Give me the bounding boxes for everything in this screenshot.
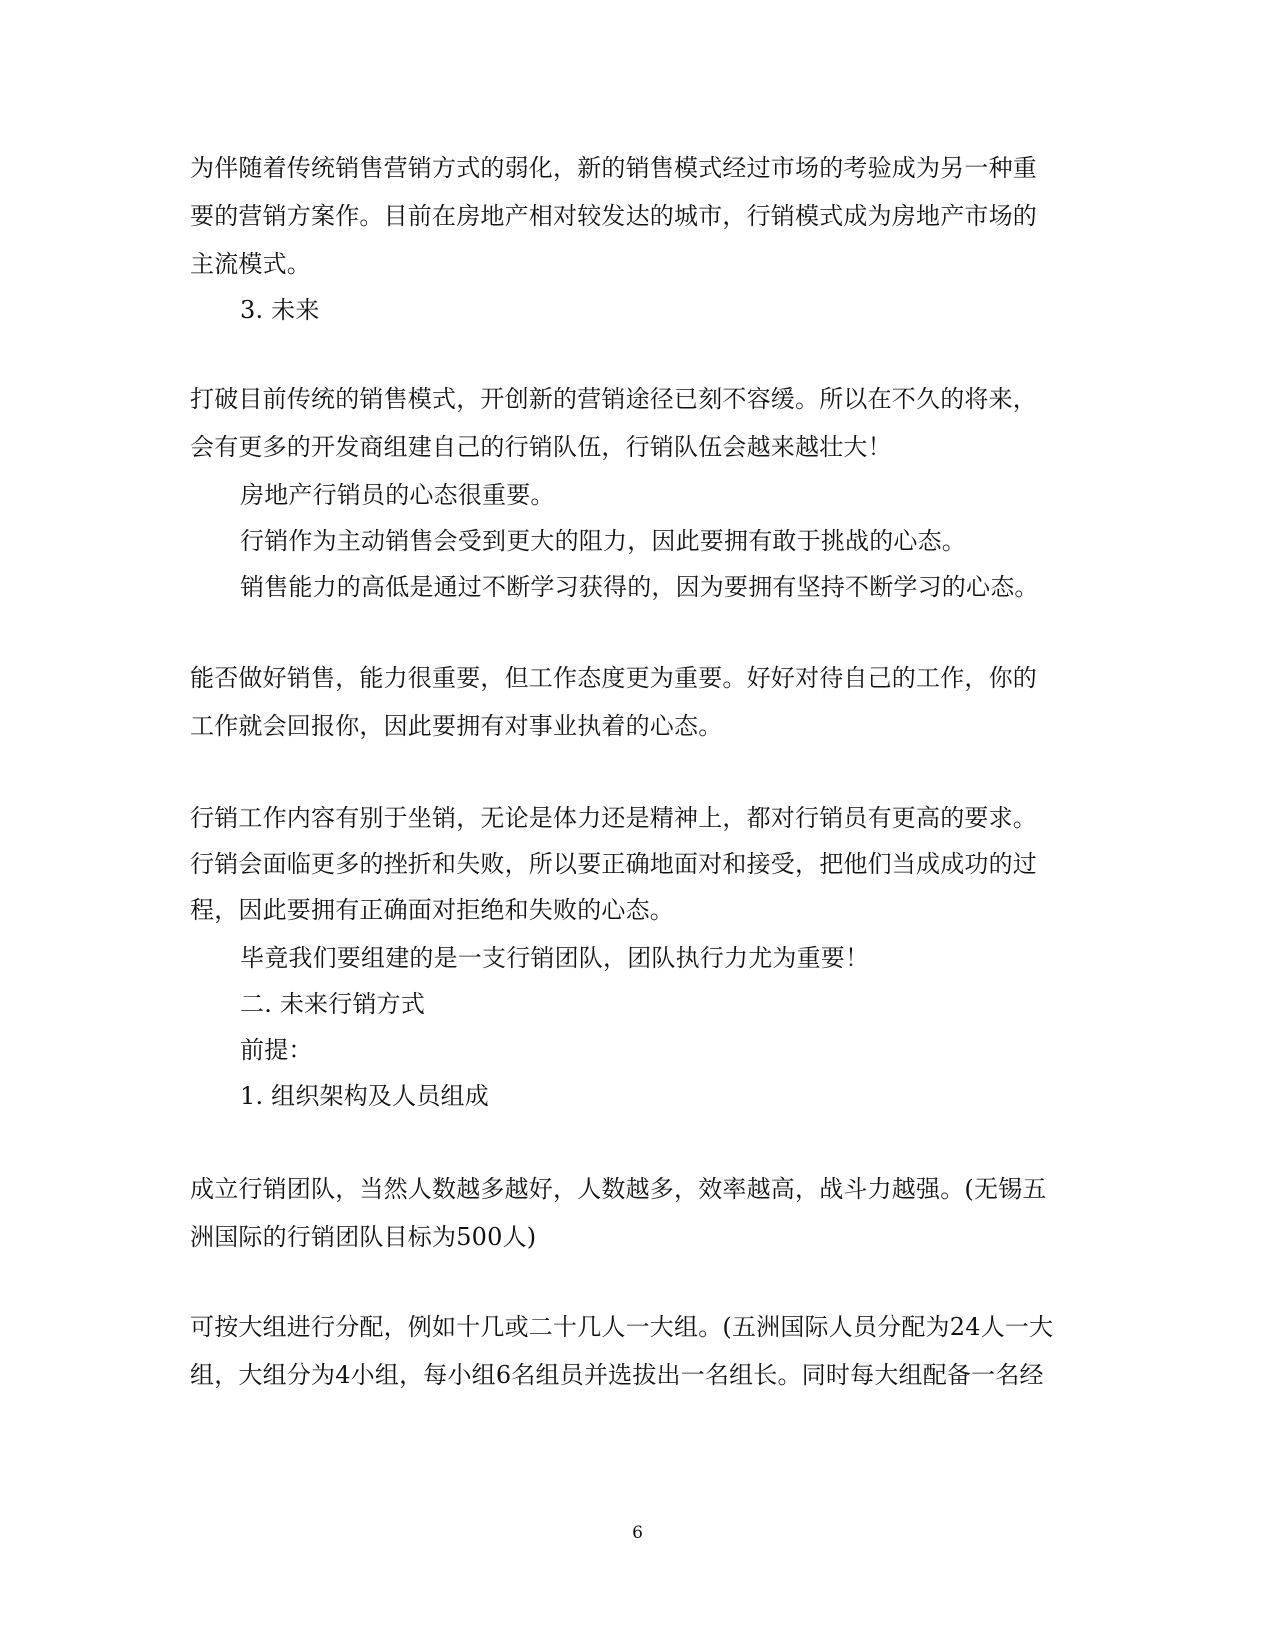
text-line: 组，大组分为4小组，每小组6名组员并选拔出一名组长。同时每大组配备一名经 [190,1361,1044,1389]
text-line: 销售能力的高低是通过不断学习获得的，因为要拥有坚持不断学习的心态。 [240,573,1039,601]
text-line: 工作就会回报你，因此要拥有对事业执着的心态。 [190,712,723,740]
text-line: 为伴随着传统销售营销方式的弱化，新的销售模式经过市场的考验成为另一种重 [190,154,1037,182]
text-line: 要的营销方案作。目前在房地产相对较发达的城市，行销模式成为房地产市场的 [190,202,1037,230]
text-line: 可按大组进行分配，例如十几或二十几人一大组。(五洲国际人员分配为24人一大 [190,1313,1054,1341]
section-heading: 1. 组织架构及人员组成 [240,1082,489,1110]
text-line: 行销作为主动销售会受到更大的阻力，因此要拥有敢于挑战的心态。 [240,527,966,555]
text-line: 行销会面临更多的挫折和失败，所以要正确地面对和接受，把他们当成成功的过 [190,850,1037,878]
text-line: 主流模式。 [190,250,311,278]
text-line: 打破目前传统的销售模式，开创新的营销途径已刻不容缓。所以在不久的将来， [190,385,1037,413]
text-line: 前提： [240,1036,313,1064]
text-line: 行销工作内容有别于坐销，无论是体力还是精神上，都对行销员有更高的要求。 [190,804,1037,832]
text-line: 洲国际的行销团队目标为500人) [190,1223,537,1251]
text-line: 程，因此要拥有正确面对拒绝和失败的心态。 [190,896,674,924]
section-heading: 二. 未来行销方式 [240,990,426,1018]
section-heading: 3. 未来 [240,296,320,324]
page-number: 6 [632,1523,643,1543]
text-line: 房地产行销员的心态很重要。 [240,481,555,509]
text-line: 成立行销团队，当然人数越多越好，人数越多，效率越高，战斗力越强。(无锡五 [190,1175,1047,1203]
text-line: 会有更多的开发商组建自己的行销队伍，行销队伍会越来越壮大！ [190,433,892,461]
text-line: 毕竟我们要组建的是一支行销团队，团队执行力尤为重要！ [240,944,870,972]
text-line: 能否做好销售，能力很重要，但工作态度更为重要。好好对待自己的工作，你的 [190,664,1037,692]
